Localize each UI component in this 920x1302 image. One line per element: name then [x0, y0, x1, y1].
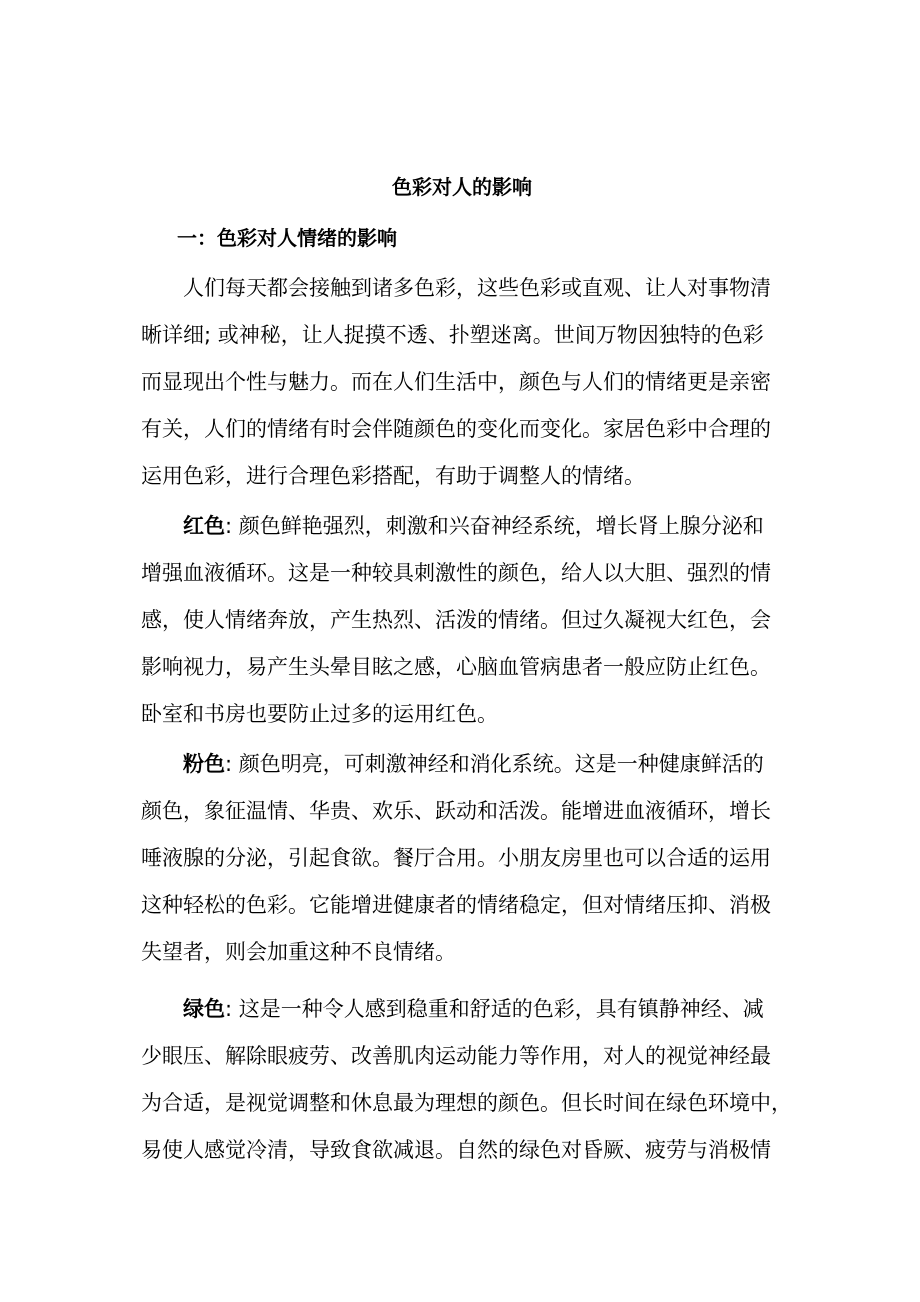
text-line: 感，使人情绪奔放，产生热烈、活泼的情绪。但过久凝视大红色，会	[141, 608, 771, 632]
green-text: : 这是一种令人感到稳重和舒适的色彩，具有镇静神经、减	[225, 997, 764, 1021]
section-heading: 一：色彩对人情绪的影响	[177, 226, 397, 250]
text-line: 颜色，象征温情、华贵、欢乐、跃动和活泼。能增进血液循环，增长	[141, 799, 771, 823]
text-line: 少眼压、解除眼疲劳、改善肌肉运动能力等作用，对人的视觉神经最	[141, 1044, 771, 1068]
document-title: 色彩对人的影响	[392, 175, 532, 199]
pink-label: 粉色	[183, 752, 225, 776]
pink-text: : 颜色明亮，可刺激神经和消化系统。这是一种健康鲜活的	[225, 752, 764, 776]
text-line: 为合适，是视觉调整和休息最为理想的颜色。但长时间在绿色环境中，	[141, 1091, 792, 1115]
green-paragraph	[141, 986, 792, 1174]
text-line	[141, 503, 787, 550]
text-line: 运用色彩，进行合理色彩搭配，有助于调整人的情绪。	[141, 464, 645, 488]
text-line: 易使人感觉冷清，导致食欲减退。自然的绿色对昏厥、疲劳与消极情	[141, 1138, 771, 1162]
text-line: 而显现出个性与魅力。而在人们生活中，颜色与人们的情绪更是亲密	[141, 370, 771, 394]
red-label: 红色	[183, 514, 225, 538]
text-line: 失望者，则会加重这种不良情绪。	[141, 940, 456, 964]
text-line: 影响视力，易产生头晕目眩之感，心脑血管病患者一般应防止红色。	[141, 655, 771, 679]
text-line: 卧室和书房也要防止过多的运用红色。	[141, 702, 498, 726]
text-line	[141, 741, 787, 788]
text-line	[141, 986, 787, 1033]
red-text: : 颜色鲜艳强烈，刺激和兴奋神经系统，增长肾上腺分泌和	[225, 514, 764, 538]
pink-paragraph	[141, 741, 787, 976]
text-line: 人们每天都会接触到诸多色彩，这些色彩或直观、让人对事物清	[183, 276, 771, 300]
intro-paragraph	[141, 265, 787, 500]
text-line: 唾液腺的分泌，引起食欲。餐厅合用。小朋友房里也可以合适的运用	[141, 846, 771, 870]
text-line: 增强血液循环。这是一种较具刺激性的颜色，给人以大胆、强烈的情	[141, 561, 771, 585]
text-line: 晰详细; 或神秘，让人捉摸不透、扑塑迷离。世间万物因独特的色彩	[141, 323, 764, 347]
red-paragraph	[141, 503, 787, 738]
text-line: 有关，人们的情绪有时会伴随颜色的变化而变化。家居色彩中合理的	[141, 417, 771, 441]
document-page	[141, 164, 792, 1174]
text-line: 这种轻松的色彩。它能增进健康者的情绪稳定，但对情绪压抑、消极	[141, 893, 771, 917]
green-label: 绿色	[183, 997, 225, 1021]
